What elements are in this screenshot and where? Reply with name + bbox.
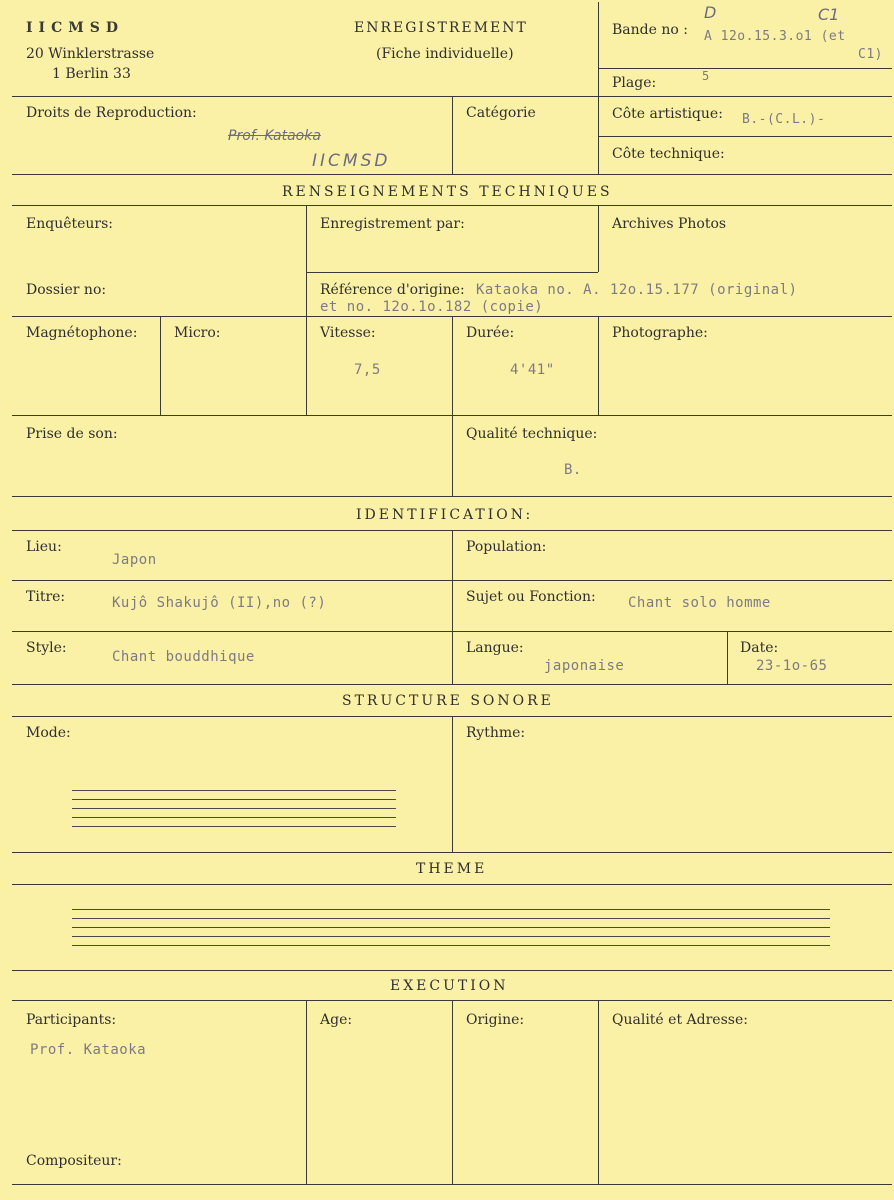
enqueteurs-label: Enquêteurs: (26, 216, 114, 232)
rule-v-magneto-2 (306, 316, 307, 415)
rule-reference (306, 272, 598, 273)
archives-photos-label: Archives Photos (612, 216, 727, 232)
rule-v-magneto-4 (598, 316, 599, 415)
form-subtitle: (Fiche individuelle) (376, 46, 514, 62)
rule-v-archives (598, 205, 599, 272)
style-label: Style: (26, 640, 67, 656)
mode-label: Mode: (26, 725, 71, 741)
droits-handwritten-1: Prof. Kataoka (228, 128, 321, 144)
date-label: Date: (740, 640, 779, 656)
bande-hand-c1: C1 (818, 5, 840, 24)
rule-style-bottom (12, 684, 892, 685)
org-name: IICMSD (26, 20, 124, 36)
qualite-technique-value: B. (564, 462, 582, 478)
date-value: 23-1o-65 (756, 658, 828, 674)
reference-value-2: et no. 12o.1o.182 (copie) (320, 299, 544, 315)
rule-v-categorie-right (598, 96, 599, 174)
compositeur-label: Compositeur: (26, 1153, 122, 1169)
sujet-value: Chant solo homme (628, 595, 771, 611)
section-technique: RENSEIGNEMENTS TECHNIQUES (282, 184, 613, 200)
droits-handwritten-2: IICMSD (312, 151, 391, 171)
rule-theme-bottom (12, 970, 892, 971)
rule-v-date (727, 631, 728, 684)
population-label: Population: (466, 539, 547, 555)
rule-prise-bottom (12, 496, 892, 497)
rule-v-magneto-1 (160, 316, 161, 415)
duree-label: Durée: (466, 325, 515, 341)
address-line-2: 1 Berlin 33 (52, 66, 131, 82)
categorie-label: Catégorie (466, 105, 536, 121)
prise-de-son-label: Prise de son: (26, 426, 118, 442)
style-value: Chant bouddhique (112, 649, 255, 665)
rule-mode-bottom (12, 852, 892, 853)
qualite-adresse-label: Qualité et Adresse: (612, 1012, 748, 1028)
plage-label: Plage: (612, 75, 657, 91)
cote-technique-label: Côte technique: (612, 146, 725, 162)
origine-label: Origine: (466, 1012, 525, 1028)
vitesse-label: Vitesse: (320, 325, 376, 341)
titre-label: Titre: (26, 589, 66, 605)
sujet-label: Sujet ou Fonction: (466, 589, 596, 605)
rule-cote (598, 136, 892, 137)
participants-label: Participants: (26, 1012, 117, 1028)
enregistrement-par-label: Enregistrement par: (320, 216, 465, 232)
langue-label: Langue: (466, 640, 524, 656)
reference-label: Référence d'origine: (320, 282, 465, 298)
dossier-label: Dossier no: (26, 282, 107, 298)
rythme-label: Rythme: (466, 725, 526, 741)
qualite-technique-label: Qualité technique: (466, 426, 598, 442)
rule-droits-bottom (12, 174, 892, 175)
reference-value-1: Kataoka no. A. 12o.15.177 (original) (476, 282, 798, 298)
section-identification: IDENTIFICATION: (356, 507, 534, 523)
lieu-value: Japon (112, 552, 157, 568)
section-theme: THEME (416, 861, 488, 877)
section-structure: STRUCTURE SONORE (342, 693, 554, 709)
rule-theme-title (12, 884, 892, 885)
bande-value: A 12o.15.3.o1 (et (704, 29, 846, 44)
participants-value: Prof. Kataoka (30, 1042, 147, 1058)
droits-label: Droits de Reproduction: (26, 105, 197, 121)
magnetophone-label: Magnétophone: (26, 325, 138, 341)
rule-v-struct (452, 716, 453, 852)
rule-v-enq (306, 205, 307, 316)
titre-value: Kujô Shakujô (II),no (?) (112, 595, 327, 611)
section-execution: EXECUTION (390, 978, 509, 994)
bande-value-2: C1) (858, 47, 883, 62)
rule-v-exec-1 (306, 1000, 307, 1184)
langue-value: japonaise (544, 658, 625, 674)
age-label: Age: (320, 1012, 353, 1028)
bande-hand-d: D (704, 3, 717, 22)
rule-v-prise (452, 415, 453, 496)
plage-value: 5 (702, 69, 710, 83)
address-line-1: 20 Winklerstrasse (26, 46, 155, 62)
lieu-label: Lieu: (26, 539, 62, 555)
cote-artistique-value: B.-(C.L.)- (742, 112, 826, 127)
vitesse-value: 7,5 (354, 362, 381, 378)
form-title: ENREGISTREMENT (354, 20, 528, 36)
rule-top-plage (598, 68, 892, 69)
cote-artistique-label: Côte artistique: (612, 106, 723, 122)
rule-v-categorie-left (452, 96, 453, 174)
micro-label: Micro: (174, 325, 221, 341)
rule-v-exec-2 (452, 1000, 453, 1184)
rule-tech-title (12, 205, 892, 206)
duree-value: 4'41" (510, 362, 555, 378)
bande-label: Bande no : (612, 22, 688, 38)
rule-v-magneto-3 (452, 316, 453, 415)
photographe-label: Photographe: (612, 325, 708, 341)
rule-v-ident (452, 530, 453, 684)
rule-v-header (598, 2, 599, 96)
rule-bottom (12, 1184, 892, 1185)
rule-v-exec-3 (598, 1000, 599, 1184)
